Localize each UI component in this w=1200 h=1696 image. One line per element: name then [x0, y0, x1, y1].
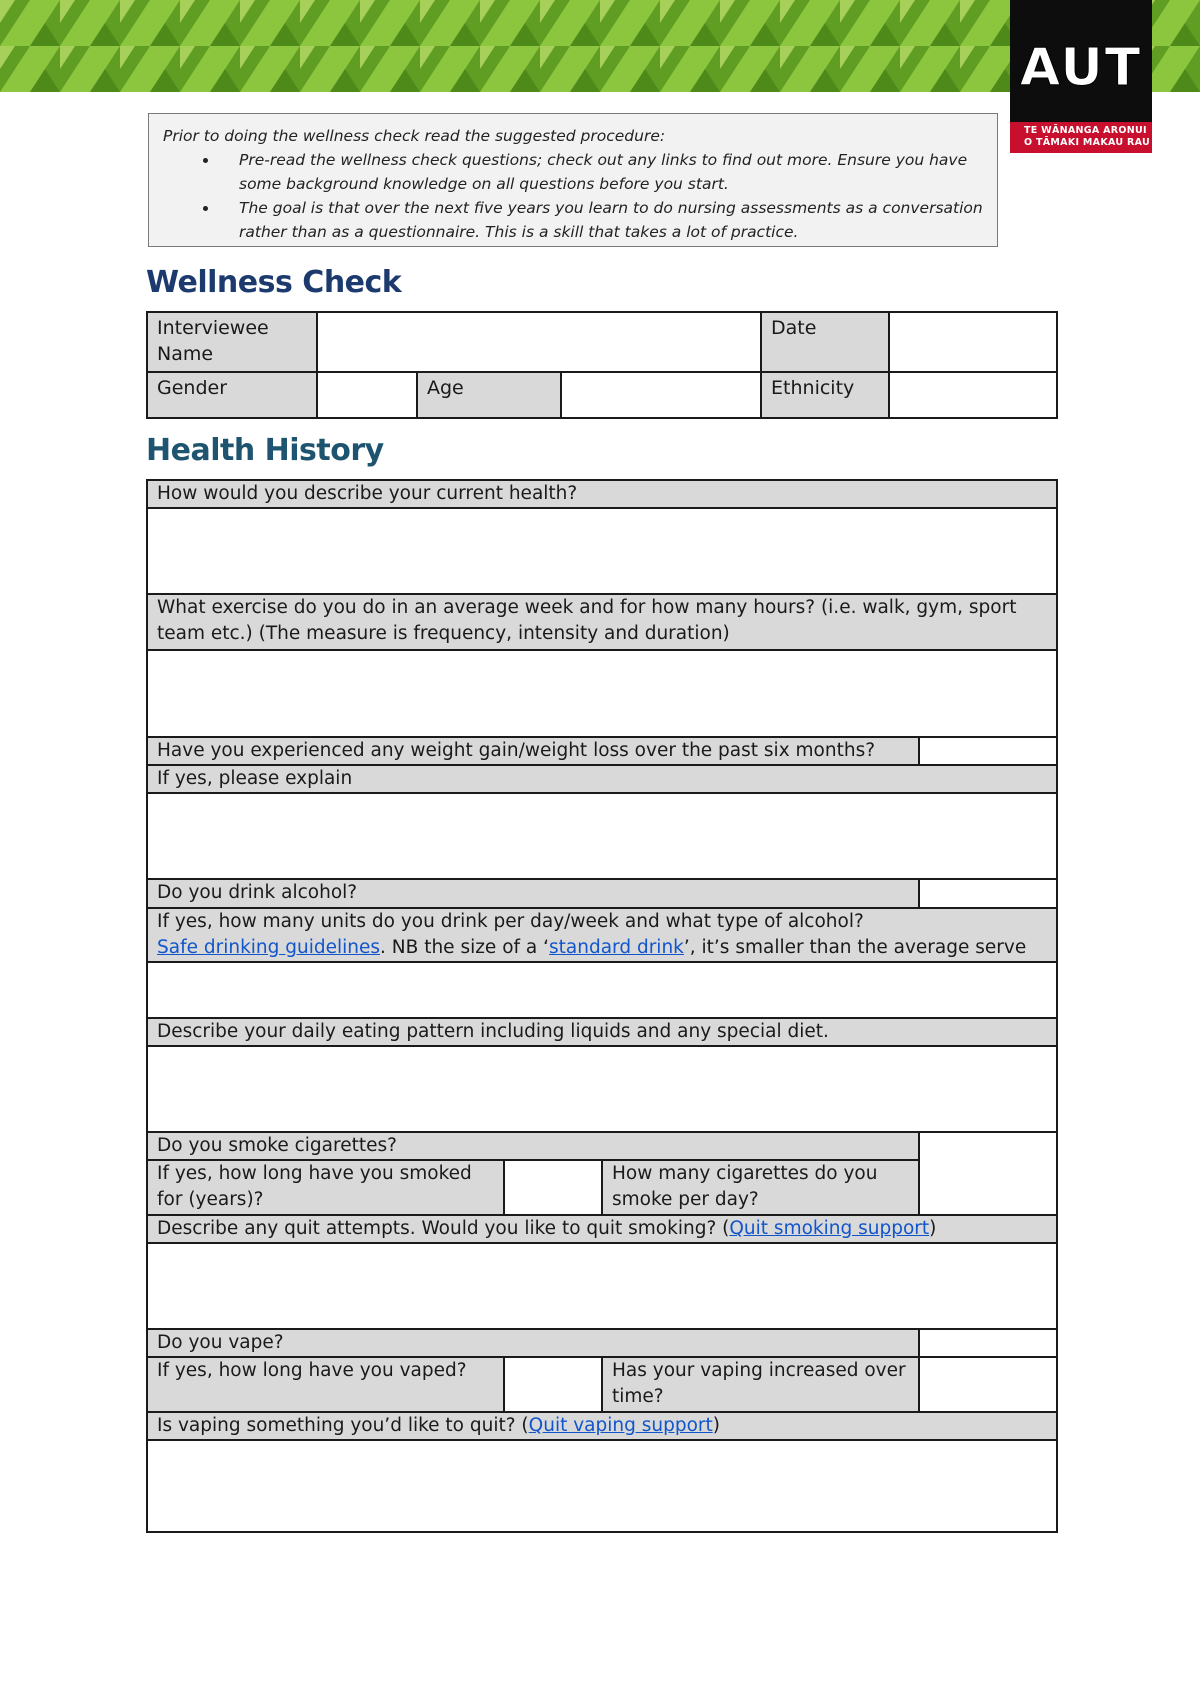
q-smoke-years: If yes, how long have you smoked for (years)?: [147, 1160, 504, 1215]
ethnicity-field[interactable]: [889, 372, 1057, 418]
a-current-health[interactable]: [147, 508, 1057, 594]
logo-subtitle: TE WĀNANGA ARONUI O TĀMAKI MAKAU RAU: [1024, 125, 1150, 148]
notice-bullet: • The goal is that over the next five years you learn to do nursing assessments as a conversation rather than as a questionnaire. This is a skill that takes a lot of practice.: [219, 196, 983, 244]
alcohol-links-line: Safe drinking guidelines. NB the size of a ‘standard drink’, it’s smaller than the average serve: [157, 937, 1027, 958]
gender-label: Gender: [147, 372, 317, 418]
a-quit-attempts[interactable]: [147, 1243, 1057, 1329]
wellness-title: Wellness Check: [146, 265, 402, 300]
logo-text: AUT: [1019, 38, 1143, 98]
safe-drinking-link[interactable]: Safe drinking guidelines: [157, 937, 381, 958]
quit-smoking-link[interactable]: Quit smoking support: [729, 1218, 930, 1239]
q-alcohol: Do you drink alcohol?: [147, 879, 919, 908]
q-alcohol-units: If yes, how many units do you drink per day/week and what type of alcohol? Safe drinking guidelines. NB the size of a ‘standard drink’, it’s smaller than the average serve: [147, 908, 1057, 962]
a-vape[interactable]: [919, 1329, 1057, 1357]
interviewee-table: [146, 311, 1058, 419]
notice-bullets: [163, 148, 983, 244]
q-smoke: Do you smoke cigarettes?: [147, 1132, 919, 1160]
age-label: Age: [417, 372, 561, 418]
a-weight[interactable]: [919, 737, 1057, 765]
standard-drink-link[interactable]: standard drink: [549, 937, 684, 958]
a-smoke-years[interactable]: [504, 1160, 602, 1215]
health-history-title: Health History: [146, 433, 384, 468]
q-vape-increased: Has your vaping increased over time?: [602, 1357, 919, 1412]
q-exercise: What exercise do you do in an average week and for how many hours? (i.e. walk, gym, sport team etc.) (The measure is frequency, intensity and duration): [147, 594, 1057, 650]
date-field[interactable]: [889, 312, 1057, 372]
q-smoke-per-day: How many cigarettes do you smoke per day?: [602, 1160, 919, 1215]
a-alcohol[interactable]: [919, 879, 1057, 908]
q-vape-how-long: If yes, how long have you vaped?: [147, 1357, 504, 1412]
a-weight-explain[interactable]: [147, 793, 1057, 879]
q-current-health: How would you describe your current health?: [147, 480, 1057, 508]
a-smoke[interactable]: [919, 1132, 1057, 1215]
date-label: Date: [761, 312, 889, 372]
interviewee-name-label: Interviewee Name: [147, 312, 317, 372]
a-alcohol-units[interactable]: [147, 962, 1057, 1018]
q-vape: Do you vape?: [147, 1329, 919, 1357]
q-vape-quit: Is vaping something you’d like to quit? (Quit vaping support): [147, 1412, 1057, 1440]
procedure-notice: [148, 113, 998, 247]
a-vape-quit[interactable]: [147, 1440, 1057, 1532]
a-exercise[interactable]: [147, 650, 1057, 737]
a-vape-how-long[interactable]: [504, 1357, 602, 1412]
quit-vaping-link[interactable]: Quit vaping support: [528, 1415, 713, 1436]
notice-bullet: • Pre-read the wellness check questions; check out any links to find out more. Ensure you have some background knowledge on all questions before you start.: [219, 148, 983, 196]
notice-intro: Prior to doing the wellness check read the suggested procedure:: [163, 127, 666, 145]
q-quit-attempts: Describe any quit attempts. Would you like to quit smoking? (Quit smoking support): [147, 1215, 1057, 1243]
a-eating[interactable]: [147, 1046, 1057, 1132]
a-vape-increased[interactable]: [919, 1357, 1057, 1412]
health-history-table: [146, 479, 1058, 1533]
ethnicity-label: Ethnicity: [761, 372, 889, 418]
q-weight-explain: If yes, please explain: [147, 765, 1057, 793]
logo-subtitle-band: [1010, 122, 1152, 153]
aut-logo: [1010, 0, 1152, 153]
q-weight: Have you experienced any weight gain/weight loss over the past six months?: [147, 737, 919, 765]
interviewee-name-field[interactable]: [317, 312, 761, 372]
gender-field[interactable]: [317, 372, 417, 418]
age-field[interactable]: [561, 372, 761, 418]
q-eating: Describe your daily eating pattern including liquids and any special diet.: [147, 1018, 1057, 1046]
